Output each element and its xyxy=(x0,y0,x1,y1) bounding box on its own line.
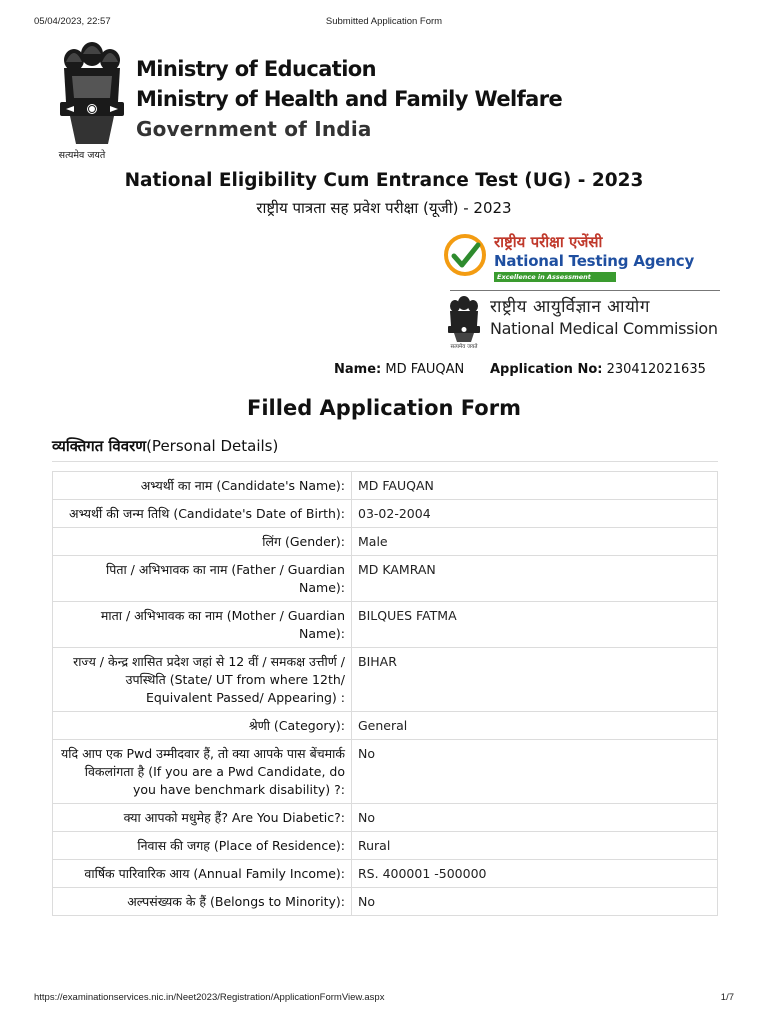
personal-details-table xyxy=(52,471,718,916)
nmc-emblem-icon xyxy=(444,294,484,344)
row-value: No xyxy=(352,888,718,916)
row-label: राज्य / केन्द्र शासित प्रदेश जहां से 12 वीं / समकक्ष उत्तीर्ण / उपस्थिति (State/ UT from where 12th/ Equivalent Passed/ Appearing) : xyxy=(53,648,352,712)
table-row xyxy=(53,472,718,500)
exam-title: National Eligibility Cum Entrance Test (UG) - 2023 xyxy=(124,170,644,191)
row-label: अभ्यर्थी की जन्म तिथि (Candidate's Date of Birth): xyxy=(53,500,352,528)
exam-title-hindi: राष्ट्रीय पात्रता सह प्रवेश परीक्षा (यूजी) - 2023 xyxy=(256,199,512,217)
table-row xyxy=(53,740,718,804)
row-label: लिंग (Gender): xyxy=(53,528,352,556)
national-emblem-icon xyxy=(52,36,132,164)
row-label: अभ्यर्थी का नाम (Candidate's Name): xyxy=(53,472,352,500)
ministry-health: Ministry of Health and Family Welfare xyxy=(136,87,563,111)
table-row xyxy=(53,648,718,712)
row-label: निवास की जगह (Place of Residence): xyxy=(53,832,352,860)
row-value: 03-02-2004 xyxy=(352,500,718,528)
government-of-india: Government of India xyxy=(136,117,372,141)
section-divider xyxy=(52,461,718,462)
nmc-name: National Medical Commission xyxy=(490,319,718,338)
application-number-label: Application No: xyxy=(490,362,603,377)
row-label: माता / अभिभावक का नाम (Mother / Guardian Name): xyxy=(53,602,352,648)
table-row xyxy=(53,528,718,556)
form-title: Filled Application Form xyxy=(247,396,521,420)
row-label: क्या आपको मधुमेह हैं? Are You Diabetic?: xyxy=(53,804,352,832)
nta-tagline: Excellence in Assessment xyxy=(494,272,616,282)
table-row xyxy=(53,556,718,602)
row-value: No xyxy=(352,804,718,832)
divider xyxy=(450,290,720,291)
nta-name-hindi: राष्ट्रीय परीक्षा एजेंसी xyxy=(494,233,603,251)
row-value: Rural xyxy=(352,832,718,860)
row-label: यदि आप एक Pwd उम्मीदवार हैं, तो क्या आपके पास बेंचमार्क विकलांगता है (If you are a Pwd Candidate, do you have benchmark disability) ?: xyxy=(53,740,352,804)
row-value: No xyxy=(352,740,718,804)
nmc-name-hindi: राष्ट्रीय आयुर्विज्ञान आयोग xyxy=(490,297,650,317)
applicant-name xyxy=(334,362,464,377)
row-value: Male xyxy=(352,528,718,556)
applicant-name-label: Name: xyxy=(334,362,382,377)
section-title-english: (Personal Details) xyxy=(146,437,279,455)
table-row xyxy=(53,860,718,888)
nmc-logo-block xyxy=(444,292,734,354)
emblem-motto: सत्यमेव जयते xyxy=(58,150,106,161)
page-number: 1/7 xyxy=(720,992,734,1003)
row-value: BILQUES FATMA xyxy=(352,602,718,648)
table-row xyxy=(53,888,718,916)
nta-name: National Testing Agency xyxy=(494,252,695,270)
print-header xyxy=(34,16,734,30)
nta-logo-block xyxy=(444,232,724,284)
section-title xyxy=(52,436,278,456)
row-value: BIHAR xyxy=(352,648,718,712)
page-url: https://examinationservices.nic.in/Neet2023/Registration/ApplicationFormView.aspx xyxy=(34,992,385,1003)
nta-logo-icon xyxy=(444,234,486,276)
nmc-motto: सत्यमेव जयते xyxy=(450,344,478,350)
row-value: General xyxy=(352,712,718,740)
print-datetime: 05/04/2023, 22:57 xyxy=(34,16,111,27)
table-row xyxy=(53,602,718,648)
table-row xyxy=(53,500,718,528)
application-number xyxy=(490,362,706,377)
table-row xyxy=(53,804,718,832)
row-value: MD KAMRAN xyxy=(352,556,718,602)
row-label: अल्पसंख्यक के हैं (Belongs to Minority): xyxy=(53,888,352,916)
table-row xyxy=(53,712,718,740)
ministry-education: Ministry of Education xyxy=(136,57,376,81)
row-label: श्रेणी (Category): xyxy=(53,712,352,740)
row-value: MD FAUQAN xyxy=(352,472,718,500)
table-row xyxy=(53,832,718,860)
ministry-block xyxy=(136,54,562,144)
applicant-name-value: MD FAUQAN xyxy=(385,362,465,377)
row-value: RS. 400001 -500000 xyxy=(352,860,718,888)
print-footer xyxy=(34,992,734,1006)
print-title: Submitted Application Form xyxy=(325,16,443,27)
row-label: पिता / अभिभावक का नाम (Father / Guardian Name): xyxy=(53,556,352,602)
row-label: वार्षिक पारिवारिक आय (Annual Family Income): xyxy=(53,860,352,888)
application-number-value: 230412021635 xyxy=(606,362,706,377)
section-title-hindi: व्यक्तिगत विवरण xyxy=(52,437,147,455)
